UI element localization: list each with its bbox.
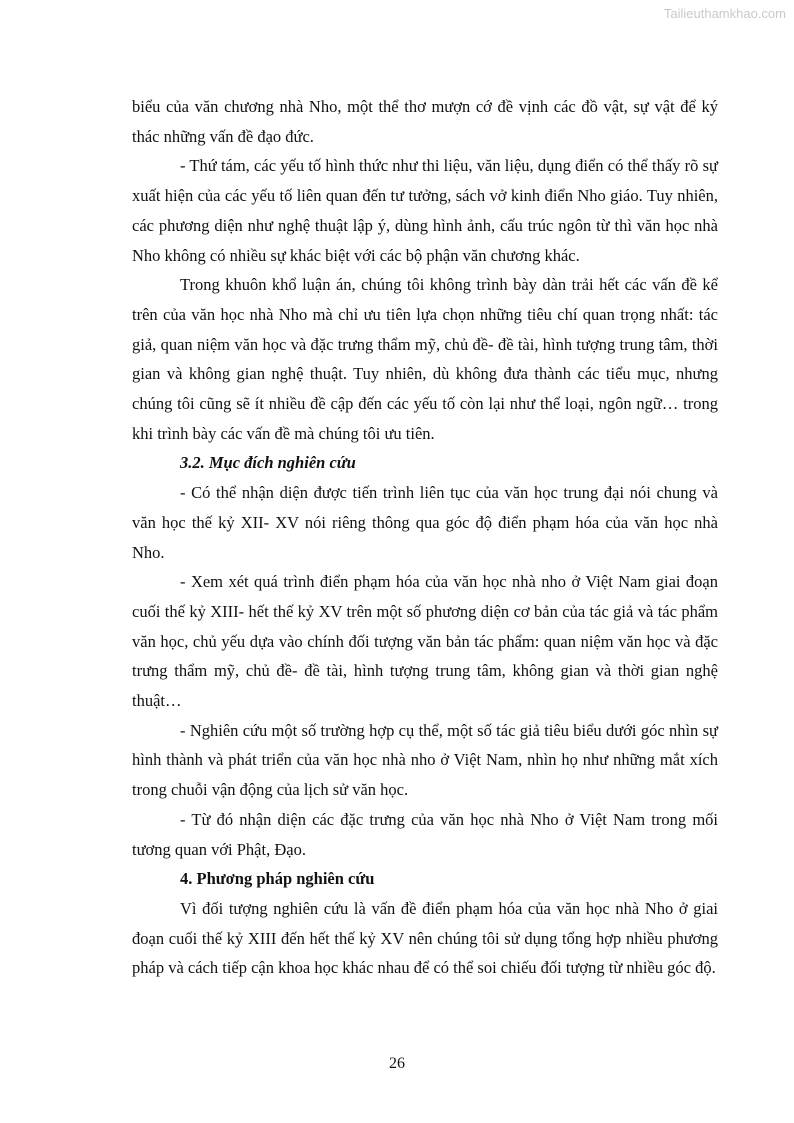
paragraph: - Xem xét quá trình điển phạm hóa của văn học nhà nho ở Việt Nam giai đoạn cuối thế kỷ XIII- hết thế kỷ XV trên một số phương diện cơ bản của tác giả và tác phẩm văn học, chủ yếu dựa vào chính đối tượng văn bản tác phẩm: quan niệm văn học và đặc trưng thẩm mỹ, chủ đề- đề tài, hình tượng trung tâm, không gian và thời gian nghệ thuật…: [132, 572, 718, 711]
watermark: Tailieuthamkhao.com: [663, 6, 786, 21]
paragraph: biểu của văn chương nhà Nho, một thể thơ mượn cớ đề vịnh các đồ vật, sự vật để ký thác những vấn đề đạo đức.: [132, 97, 718, 146]
paragraph: Vì đối tượng nghiên cứu là vấn đề điển phạm hóa của văn học nhà Nho ở giai đoạn cuối thế kỷ XIII đến hết thế kỷ XV nên chúng tôi sử dụng tổng hợp nhiều phương pháp và cách tiếp cận khoa học khác nhau để có thể soi chiếu đối tượng từ nhiều góc độ.: [132, 898, 718, 978]
document-body: [132, 92, 718, 983]
section-heading-research-purpose: 3.2. Mục đích nghiên cứu: [180, 453, 356, 473]
paragraph: Trong khuôn khổ luận án, chúng tôi không trình bày dàn trải hết các vấn đề kể trên của văn học nhà Nho mà chỉ ưu tiên lựa chọn những tiêu chí quan trọng nhất: tác giả, quan niệm văn học và đặc trưng thẩm mỹ, chủ đề- đề tài, hình tượng trung tâm, thời gian và không gian nghệ thuật. Tuy nhiên, dù không đưa thành các tiểu mục, nhưng chúng tôi cũng sẽ ít nhiều đề cập đến các yếu tố còn lại như thể loại, ngôn ngữ… trong khi trình bày các vấn đề mà chúng tôi ưu tiên.: [132, 275, 718, 443]
section-heading-research-method: 4. Phương pháp nghiên cứu: [180, 869, 375, 889]
paragraph: - Nghiên cứu một số trường hợp cụ thể, một số tác giả tiêu biểu dưới góc nhìn sự hình thành và phát triển của văn học nhà nho ở Việt Nam, nhìn họ như những mắt xích trong chuỗi vận động của lịch sử văn học.: [132, 720, 718, 800]
paragraph: - Có thể nhận diện được tiến trình liên tục của văn học trung đại nói chung và văn học thế kỷ XII- XV nói riêng thông qua góc độ điển phạm hóa của văn học nhà Nho.: [132, 483, 718, 562]
paragraph: - Từ đó nhận diện các đặc trưng của văn học nhà Nho ở Việt Nam trong mối tương quan với Phật, Đạo.: [132, 809, 718, 859]
paragraph: - Thứ tám, các yếu tố hình thức như thi liệu, văn liệu, dụng điển có thể thấy rõ sự xuất hiện của các yếu tố liên quan đến tư tưởng, sách vở kinh điển Nho giáo. Tuy nhiên, các phương diện như nghệ thuật lập ý, dùng hình ảnh, cấu trúc ngôn từ thì văn học nhà Nho không có nhiều sự khác biệt với các bộ phận văn chương khác.: [132, 156, 718, 265]
page-number: 26: [389, 1055, 405, 1072]
